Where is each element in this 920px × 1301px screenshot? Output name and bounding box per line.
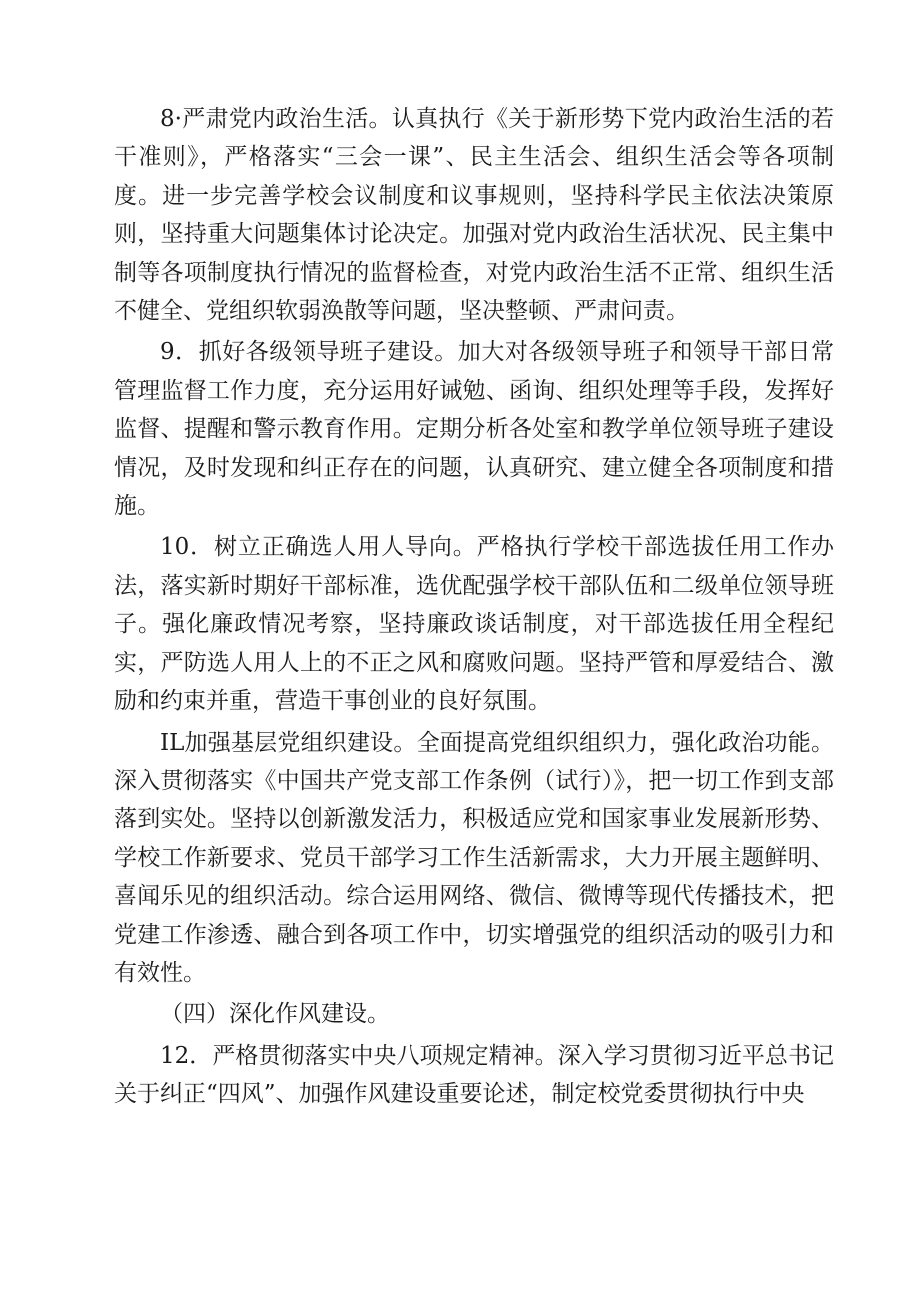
section-heading: （四）深化作风建设。 <box>160 1001 390 1028</box>
paragraph-12: 12．严格贯彻落实中央八项规定精神。深入学习贯彻习近平总书记关于纠正“四风”、加强作风建设重要论述，制定校党委贯彻执行中央 <box>114 1042 834 1108</box>
paragraph-11: IL加强基层党组织建设。全面提高党组织组织力，强化政治功能。深入贯彻落实《中国共产党支部工作条例（试行）》，把一切工作到支部落到实处。坚持以创新激发活力，积极适应党和国家事业发展新形势、学校工作新要求、党员干部学习工作生活新需求，大力开展主题鲜明、喜闻乐见的组织活动。综合运用网络、微信、微博等现代传播技术，把党建工作渗透、融合到各项工作中，切实增强党的组织活动的吸引力和有效性。 <box>114 729 834 986</box>
paragraph-9: 9．抓好各级领导班子建设。加大对各级领导班子和领导干部日常管理监督工作力度，充分运用好诫勉、函询、组织处理等手段，发挥好监督、提醒和警示教育作用。定期分析各处室和教学单位领导班子建设情况，及时发现和纠正存在的问题，认真研究、建立健全各项制度和措施。 <box>114 339 834 520</box>
document-body <box>114 100 834 1114</box>
paragraph-8: 8·严肃党内政治生活。认真执行《关于新形势下党内政治生活的若干准则》，严格落实“三会一课”、民主生活会、组织生活会等各项制度。进一步完善学校会议制度和议事规则，坚持科学民主依法决策原则，坚持重大问题集体讨论决定。加强对党内政治生活状况、民主集中制等各项制度执行情况的监督检查，对党内政治生活不正常、组织生活不健全、党组织软弱涣散等问题，坚决整顿、严肃问责。 <box>114 106 834 325</box>
paragraph-10: 10．树立正确选人用人导向。严格执行学校干部选拔任用工作办法，落实新时期好干部标准，选优配强学校干部队伍和二级单位领导班子。强化廉政情况考察，坚持廉政谈话制度，对干部选拔任用全程纪实，严防选人用人上的不正之风和腐败问题。坚持严管和厚爱结合、激励和约束并重，营造干事创业的良好氛围。 <box>114 534 834 715</box>
